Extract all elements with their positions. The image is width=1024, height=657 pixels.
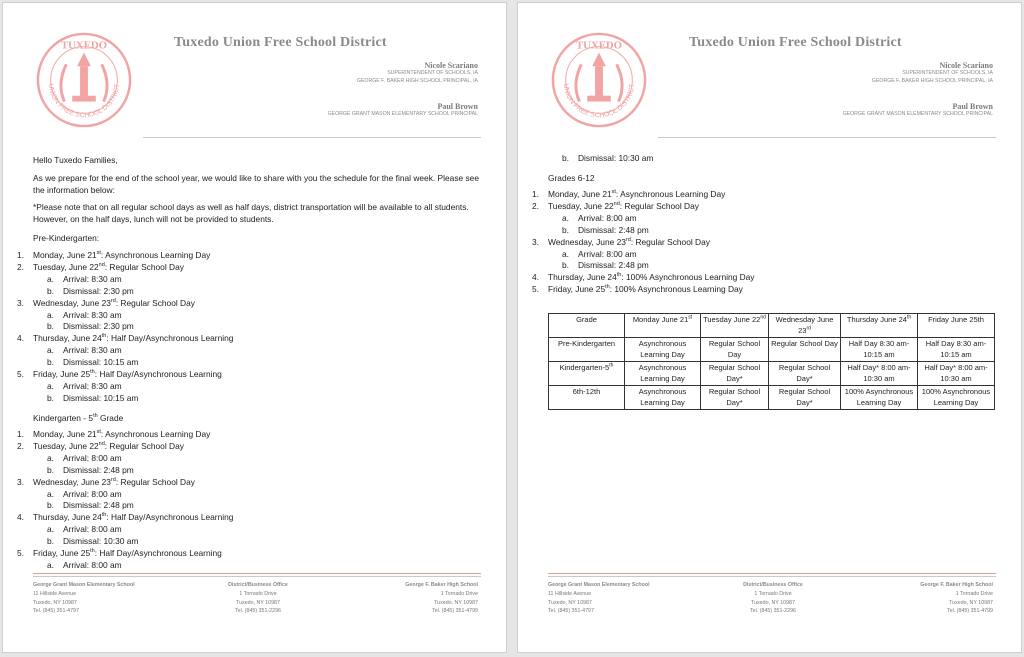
schedule-day: Tuesday, June 22nd: Regular School Day <box>33 440 184 451</box>
intro-paragraph: As we prepare for the end of the school year, we would like to share with you the schedule for the final week. Please see the information below: <box>33 173 479 195</box>
schedule-detail: Arrival: 8:30 am <box>63 309 122 320</box>
footer-district-office: District/Business Office 1 Tornado Drive Tuxedo, NY 10987 Tel. (845) 351-2296 <box>228 582 288 615</box>
list-marker: b. <box>47 392 54 403</box>
list-marker: 2. <box>17 440 24 451</box>
table-cell: 100% Asynchronous Learning Day <box>918 386 995 410</box>
list-marker: b. <box>47 357 54 368</box>
list-marker: 2. <box>532 200 539 211</box>
footer-rule-gray <box>33 576 481 577</box>
footer-rule-red <box>33 573 481 574</box>
table-cell: Regular School Day <box>769 338 841 362</box>
list-marker: a. <box>47 380 54 391</box>
footer-rule-gray <box>548 576 996 577</box>
list-marker: b. <box>562 260 569 271</box>
list-marker: b. <box>47 464 54 475</box>
list-marker: 5. <box>532 284 539 295</box>
schedule-detail: Dismissal: 2:48 pm <box>63 500 134 511</box>
list-marker: a. <box>47 488 54 499</box>
table-header-cell: Wednesday June 23rd <box>769 314 841 338</box>
schedule-detail: Dismissal: 2:48 pm <box>578 224 649 235</box>
schedule-day: Friday, June 25th: Half Day/Asynchronous Learning <box>33 369 222 379</box>
table-cell: Regular School Day* <box>769 386 841 410</box>
schedule-day: Wednesday, June 23rd: Regular School Day <box>33 297 195 308</box>
table-header-cell: Tuesday June 22nd <box>701 314 769 338</box>
schedule-detail: Arrival: 8:00 am <box>63 452 122 463</box>
staff-block-principal <box>843 102 993 119</box>
list-marker: b. <box>47 285 54 296</box>
schedule-detail: Dismissal: 2:30 pm <box>63 321 134 332</box>
table-cell: Regular School Day* <box>769 362 841 386</box>
table-cell: Half Day* 8:00 am-10:30 am <box>841 362 918 386</box>
schedule-detail: Arrival: 8:00 am <box>63 524 122 535</box>
seal-ring-text: UNION FREE SCHOOL DISTRICT <box>46 83 122 120</box>
table-cell: 100% Asynchronous Learning Day <box>841 386 918 410</box>
table-cell: 6th-12th <box>549 386 625 410</box>
staff-block-superintendent <box>357 61 478 85</box>
seal-top-text: TUXEDO <box>60 39 108 52</box>
schedule-day: Thursday, June 24th: 100% Asynchronous Learning Day <box>548 272 755 283</box>
list-marker: 1. <box>17 250 24 260</box>
footer-high-school: George F. Baker High School 1 Tornado Drive Tuxedo, NY 10987 Tel. (845) 351-4799 <box>920 582 993 615</box>
district-seal-logo <box>550 31 648 129</box>
letter-page-1 <box>2 2 507 653</box>
schedule-day: Tuesday, June 22nd: Regular School Day <box>33 261 184 272</box>
table-cell: Regular School Day* <box>701 386 769 410</box>
list-marker: b. <box>47 321 54 332</box>
list-marker: 4. <box>532 272 539 283</box>
list-marker: 3. <box>17 297 24 308</box>
list-marker: a. <box>47 452 54 463</box>
schedule-detail: Arrival: 8:30 am <box>63 345 122 356</box>
table-header-row <box>549 314 995 338</box>
schedule-detail: Dismissal: 10:30 am <box>63 536 139 547</box>
list-marker: a. <box>562 248 569 259</box>
table-header-cell: Friday June 25th <box>918 314 995 338</box>
district-title: Tuxedo Union Free School District <box>174 35 387 50</box>
table-header-cell: Thursday June 24th <box>841 314 918 338</box>
list-marker: 5. <box>17 369 24 379</box>
list-marker: a. <box>47 524 54 535</box>
k5-heading: Kindergarten - 5th Grade <box>33 412 124 423</box>
greeting: Hello Tuxedo Families, <box>33 155 118 165</box>
schedule-day: Tuesday, June 22nd: Regular School Day <box>548 200 699 211</box>
schedule-detail: Dismissal: 2:48 pm <box>578 260 649 271</box>
schedule-detail: Dismissal: 10:30 am <box>578 153 654 163</box>
list-marker: 4. <box>17 333 24 344</box>
table-row <box>549 386 995 410</box>
transport-note: *Please note that on all regular school days as well as half days, district transportation will be available to all students. However, on the half days, lunch will not be provided to students. <box>33 202 469 224</box>
hs-principal-role: GEORGE F. BAKER HIGH SCHOOL PRINCIPAL, IA <box>356 77 478 84</box>
schedule-day: Thursday, June 24th: Half Day/Asynchronous Learning <box>33 512 234 523</box>
footer-elementary: George Grant Mason Elementary School 11 Hillside Avenue Tuxedo, NY 10987 Tel. (845) 351-4797 <box>548 582 650 615</box>
footer-district-office: District/Business Office 1 Tornado Drive Tuxedo, NY 10987 Tel. (845) 351-2296 <box>743 582 803 615</box>
list-marker: 5. <box>17 548 24 558</box>
table-header-cell: Grade <box>549 314 625 338</box>
table-cell: Regular School Day* <box>701 362 769 386</box>
schedule-detail: Dismissal: 10:15 am <box>63 357 139 368</box>
table-cell: Regular School Day <box>701 338 769 362</box>
schedule-detail: Arrival: 8:00 am <box>578 212 637 223</box>
footer-elementary: George Grant Mason Elementary School 11 Hillside Avenue Tuxedo, NY 10987 Tel. (845) 351-4797 <box>33 582 135 615</box>
prek-heading: Pre-Kindergarten: <box>33 233 100 243</box>
schedule-detail: Arrival: 8:30 am <box>63 380 122 391</box>
table-cell: Half Day 8:30 am-10:15 am <box>918 338 995 362</box>
list-marker: b. <box>47 500 54 511</box>
list-marker: 3. <box>17 476 24 487</box>
list-marker: 3. <box>532 236 539 247</box>
schedule-day: Wednesday, June 23rd: Regular School Day <box>548 236 710 247</box>
schedule-summary-table <box>548 313 995 410</box>
principal-role: GEORGE GRANT MASON ELEMENTARY SCHOOL PRINCIPAL <box>842 111 993 117</box>
list-marker: 2. <box>17 261 24 272</box>
seal-top-text: TUXEDO <box>575 39 623 52</box>
staff-block-superintendent <box>872 61 993 85</box>
superintendent-name: Nicole Scariano <box>939 61 993 70</box>
header-divider <box>658 137 996 138</box>
principal-name: Paul Brown <box>952 102 993 111</box>
list-marker: a. <box>47 273 54 284</box>
principal-role: GEORGE GRANT MASON ELEMENTARY SCHOOL PRINCIPAL <box>327 111 478 117</box>
list-marker: b. <box>562 153 569 163</box>
header-divider <box>143 137 481 138</box>
letter-page-2 <box>517 2 1022 653</box>
superintendent-role: SUPERINTENDENT OF SCHOOLS, IA <box>902 70 993 76</box>
schedule-detail: Dismissal: 10:15 am <box>63 392 139 403</box>
schedule-day: Monday, June 21st: Asynchronous Learning Day <box>33 250 211 260</box>
staff-block-principal <box>328 102 478 119</box>
schedule-day: Thursday, June 24th: Half Day/Asynchronous Learning <box>33 333 234 344</box>
table-cell: Half Day* 8:00 am-10:30 am <box>918 362 995 386</box>
superintendent-name: Nicole Scariano <box>424 61 478 70</box>
table-cell: Kindergarten-5th <box>549 362 625 386</box>
footer-high-school: George F. Baker High School 1 Tornado Drive Tuxedo, NY 10987 Tel. (845) 351-4799 <box>405 582 478 615</box>
table-row <box>549 338 995 362</box>
schedule-day: Monday, June 21st: Asynchronous Learning Day <box>548 189 726 199</box>
footer-rule-red <box>548 573 996 574</box>
schedule-detail: Arrival: 8:00 am <box>63 488 122 499</box>
list-marker: a. <box>47 345 54 356</box>
schedule-detail: Arrival: 8:00 am <box>578 248 637 259</box>
table-cell: Half Day 8:30 am-10:15 am <box>841 338 918 362</box>
table-cell: Asynchronous Learning Day <box>625 338 701 362</box>
list-marker: b. <box>47 536 54 547</box>
list-marker: 4. <box>17 512 24 523</box>
district-seal-logo <box>35 31 133 129</box>
schedule-day: Friday, June 25th: 100% Asynchronous Learning Day <box>548 284 743 295</box>
table-cell: Asynchronous Learning Day <box>625 386 701 410</box>
table-cell: Pre-Kindergarten <box>549 338 625 362</box>
schedule-detail: Arrival: 8:30 am <box>63 273 122 284</box>
seal-ring-text: UNION FREE SCHOOL DISTRICT <box>561 83 637 120</box>
district-title: Tuxedo Union Free School District <box>689 35 902 50</box>
grades-6-12-heading: Grades 6-12 <box>548 173 595 183</box>
list-marker: a. <box>47 559 54 570</box>
schedule-detail: Arrival: 8:00 am <box>63 559 122 570</box>
list-marker: a. <box>562 212 569 223</box>
list-marker: 1. <box>17 429 24 439</box>
table-row <box>549 362 995 386</box>
list-marker: 1. <box>532 189 539 199</box>
superintendent-role: SUPERINTENDENT OF SCHOOLS, IA <box>387 70 478 76</box>
schedule-detail: Dismissal: 2:30 pm <box>63 285 134 296</box>
schedule-detail: Dismissal: 2:48 pm <box>63 464 134 475</box>
hs-principal-role: GEORGE F. BAKER HIGH SCHOOL PRINCIPAL, IA <box>871 77 993 84</box>
schedule-day: Friday, June 25th: Half Day/Asynchronous Learning <box>33 548 222 558</box>
table-cell: Asynchronous Learning Day <box>625 362 701 386</box>
principal-name: Paul Brown <box>437 102 478 111</box>
table-header-cell: Monday June 21st <box>625 314 701 338</box>
list-marker: a. <box>47 309 54 320</box>
schedule-day: Wednesday, June 23rd: Regular School Day <box>33 476 195 487</box>
list-marker: b. <box>562 224 569 235</box>
schedule-day: Monday, June 21st: Asynchronous Learning Day <box>33 429 211 439</box>
